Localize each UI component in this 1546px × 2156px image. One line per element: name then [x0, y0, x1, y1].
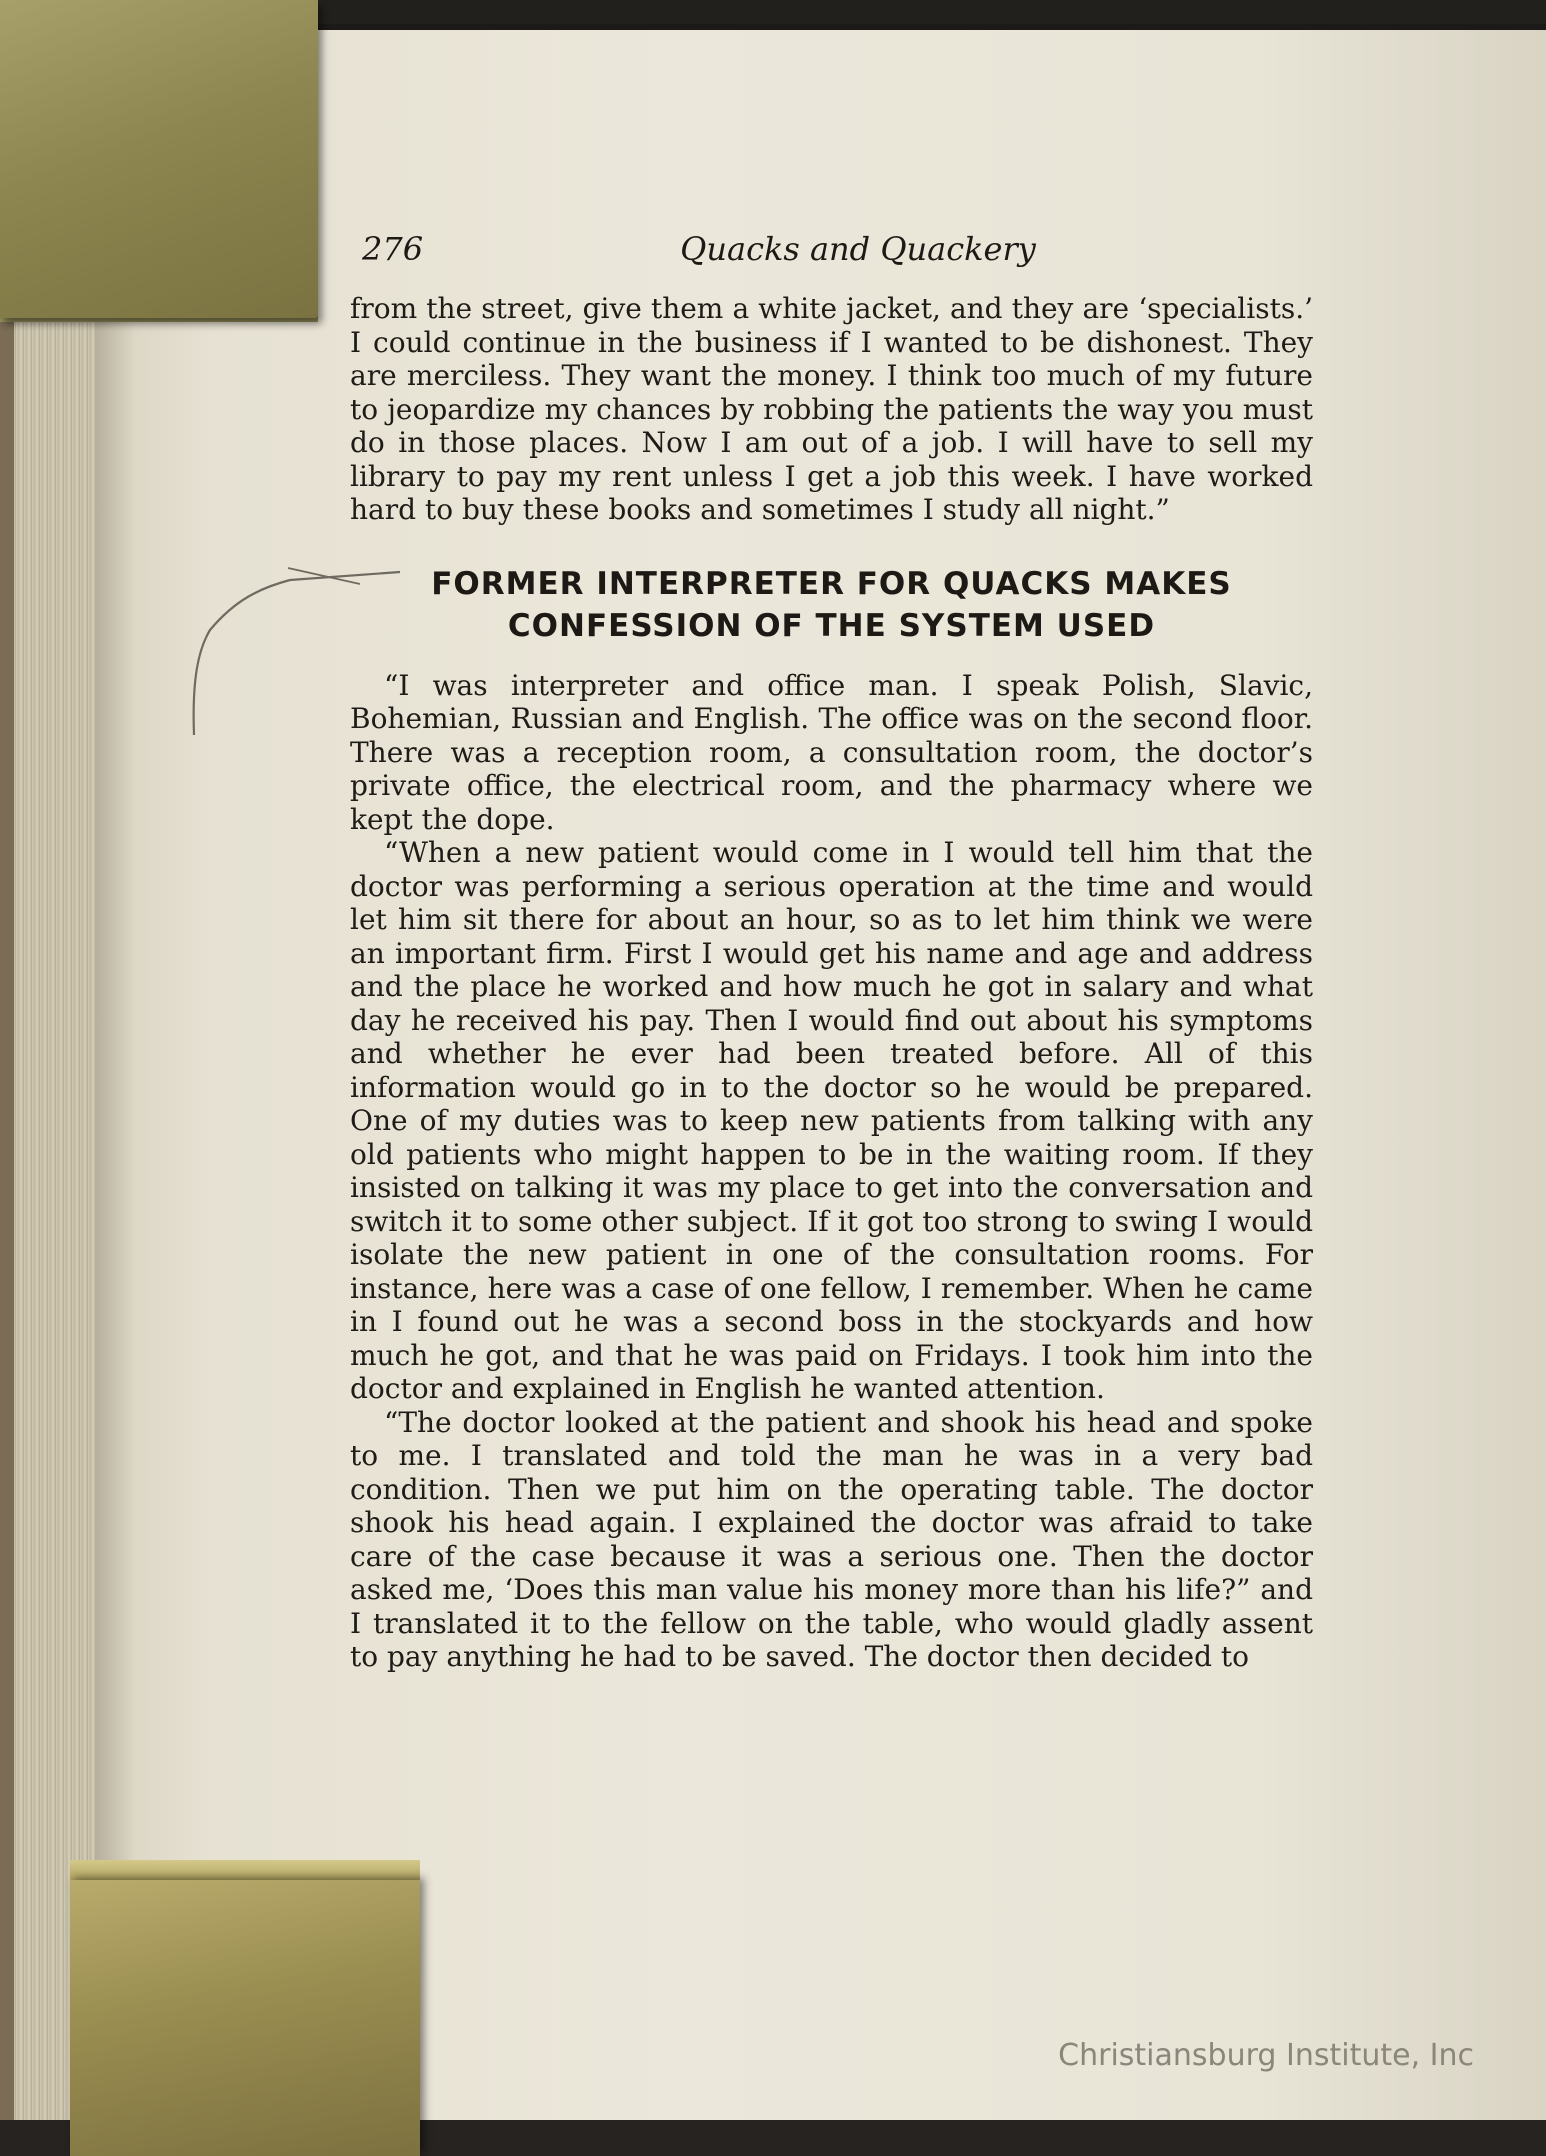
body-text [350, 292, 1313, 1674]
paragraph-new-patient: “When a new patient would come in I would tell him that the doctor was performing a serious operation at the time and would let him sit there for about an hour, so as to let him think we were an important firm. First I would get his name and age and address and the place he worked and how much he got in salary and what day he received his pay. Then I would find out about his symptoms and whether he ever had been treated before. All of this information would go in to the doctor so he would be prepared. One of my duties was to keep new patients from talking with any old patients who might happen to be in the waiting room. If they insisted on talking it was my place to get into the conversation and switch it to some other subject. If it got too strong to swing I would isolate the new patient in one of the consultation rooms. For instance, here was a case of one fellow, I remember. When he came in I found out he was a second boss in the stockyards and how much he got, and that he was paid on Fridays. I took him into the doctor and explained in English he wanted attention. [350, 836, 1313, 1405]
bottom-brass-clip [70, 1880, 420, 2156]
archive-watermark: Christiansburg Institute, Inc [1058, 2038, 1474, 2073]
section-heading-line-2: CONFESSION OF THE SYSTEM USED [507, 607, 1156, 644]
page-gutter-shadow [95, 30, 135, 2120]
paragraph-operating-table: “The doctor looked at the patient and shook his head and spoke to me. I translated and told the man he was in a very bad condition. Then we put him on the operating table. The doctor shook his head again. I explained the doctor was afraid to take care of the case because it was a serious one. Then the doctor asked me, ‘Does this man value his money more than his life?” and I translated it to the fellow on the table, who would gladly assent to pay anything he had to be saved. The doctor then decided to [350, 1405, 1313, 1673]
section-heading [350, 563, 1313, 647]
section-heading-line-1: FORMER INTERPRETER FOR QUACKS MAKES [431, 565, 1232, 602]
top-brass-clip [0, 0, 318, 318]
running-title: Quacks and Quackery [680, 230, 1036, 268]
page-number: 276 [362, 230, 424, 268]
paragraph-interpreter-intro: “I was interpreter and office man. I speak Polish, Slavic, Bohemian, Russian and English. The office was on the second floor. There was a reception room, a consultation room, the doctor’s private office, the electrical room, and the pharmacy where we kept the dope. [350, 668, 1313, 836]
paragraph-continued: from the street, give them a white jacket, and they are ‘specialists.’ I could continue in the business if I wanted to be dishonest. They are merciless. They want the money. I think too much of my future to jeopardize my chances by robbing the patients the way you must do in those places. Now I am out of a job. I will have to sell my library to pay my rent unless I get a job this week. I have worked hard to buy these books and sometimes I study all night.” [350, 292, 1313, 526]
book-spine-edge [0, 300, 14, 2130]
page-header [358, 222, 1313, 272]
